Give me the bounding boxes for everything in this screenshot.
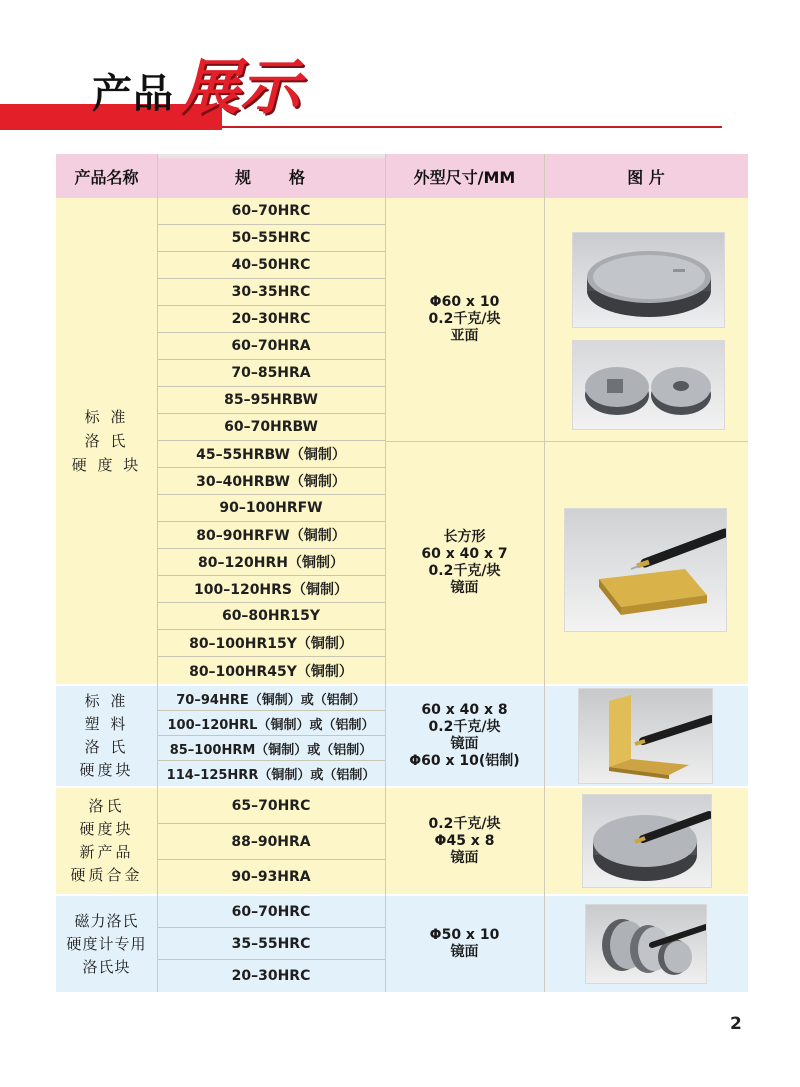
spec-row: 60–80HR15Y xyxy=(157,603,385,630)
dimension-line: 60 x 40 x 7 xyxy=(421,546,508,562)
spec-row: 60–70HRBW xyxy=(157,414,385,441)
header-spec-topbar xyxy=(157,154,385,158)
spec-row: 65–70HRC xyxy=(157,788,385,824)
group4-name-line: 洛氏 xyxy=(88,797,125,815)
two-round-blocks-photo xyxy=(572,340,725,430)
column-divider xyxy=(385,154,386,992)
column-divider xyxy=(157,154,158,992)
header-spec: 规 格 xyxy=(157,154,385,198)
group3-name-line: 硬度块 xyxy=(79,761,134,779)
spec-row: 30–35HRC xyxy=(157,279,385,306)
group3-dimension-cell xyxy=(385,686,544,786)
spec-row: 90–93HRA xyxy=(157,860,385,894)
dimension-line: 镜面 xyxy=(450,580,479,596)
page-number: 2 xyxy=(730,1014,742,1034)
group2-dimension-cell xyxy=(385,441,544,684)
group4-dimension-cell xyxy=(385,788,544,894)
dimension-line: 0.2千克/块 xyxy=(428,815,501,832)
group4-name-line: 新产品 xyxy=(79,843,134,861)
dimension-line: Φ60 x 10 xyxy=(429,294,500,310)
spec-row: 85–100HRM（铜制）或（铝制） xyxy=(157,736,385,761)
dimension-line: Φ60 x 10(铝制) xyxy=(409,753,520,769)
column-divider xyxy=(544,154,545,992)
header-photo: 图 片 xyxy=(544,154,748,198)
spec-row: 114–125HRR（铜制）或（铝制） xyxy=(157,761,385,786)
dimension-line: 60 x 40 x 8 xyxy=(421,702,508,718)
product-table xyxy=(56,154,748,992)
spec-row: 50–55HRC xyxy=(157,225,385,252)
group1-name-line: 标 准 xyxy=(84,408,129,426)
group5-name-line: 洛氏块 xyxy=(82,957,131,976)
spec-row: 70–85HRA xyxy=(157,360,385,387)
spec-row: 70–94HRE（铜制）或（铝制） xyxy=(157,686,385,711)
spec-row: 45–55HRBW（铜制） xyxy=(157,441,385,468)
spec-row: 20–30HRC xyxy=(157,306,385,333)
spec-row: 100–120HRS（铜制） xyxy=(157,576,385,603)
spec-row: 20–30HRC xyxy=(157,960,385,992)
group4-name-cell xyxy=(56,788,157,894)
brass-angle-block-photo xyxy=(578,688,713,784)
spec-row: 35–55HRC xyxy=(157,928,385,960)
spec-row: 60–70HRA xyxy=(157,333,385,360)
dimension-line: 镜面 xyxy=(450,849,479,866)
spec-row: 60–70HRC xyxy=(157,896,385,928)
dimension-line: 0.2千克/块 xyxy=(428,311,501,327)
round-steel-block-photo xyxy=(572,232,725,328)
page-title-part1: 产品 xyxy=(92,71,174,117)
header-product-name: 产品名称 xyxy=(56,154,157,198)
spec-row: 80–90HRFW（铜制） xyxy=(157,522,385,549)
spec-row: 90–100HRFW xyxy=(157,495,385,522)
spec-row: 60–70HRC xyxy=(157,198,385,225)
group3-name-line: 洛 氏 xyxy=(84,738,129,756)
spec-row: 80–120HRH（铜制） xyxy=(157,549,385,576)
group3-name-cell xyxy=(56,686,157,786)
magnetic-blocks-photo xyxy=(585,904,707,984)
group1-dimension-cell xyxy=(385,198,544,441)
spec-row: 85–95HRBW xyxy=(157,387,385,414)
spec-row: 40–50HRC xyxy=(157,252,385,279)
spec-row: 80–100HR15Y（铜制） xyxy=(157,630,385,657)
group5-dimension-cell xyxy=(385,896,544,992)
group5-name-line: 磁力洛氏 xyxy=(74,911,139,930)
dimension-line: Φ50 x 10 xyxy=(429,927,500,943)
group5-name-line: 硬度计专用 xyxy=(66,934,147,953)
group1-name-cell xyxy=(56,198,157,684)
header-red-line xyxy=(222,126,722,128)
carbide-round-block-photo xyxy=(582,794,712,888)
dimension-line: 0.2千克/块 xyxy=(428,563,501,579)
dimension-line: 0.2千克/块 xyxy=(428,719,501,735)
dimension-line: 亚面 xyxy=(450,328,479,344)
group4-name-line: 硬度块 xyxy=(79,820,134,838)
dimension-line: 长方形 xyxy=(443,529,486,545)
group1-name-line: 硬 度 块 xyxy=(71,456,142,474)
group4-name-line: 硬质合金 xyxy=(70,866,143,884)
group3-name-line: 标 准 xyxy=(84,692,129,710)
spec-row: 88–90HRA xyxy=(157,824,385,860)
dimension-line: 镜面 xyxy=(450,736,479,752)
group5-name-cell xyxy=(56,896,157,992)
spec-row: 30–40HRBW（铜制） xyxy=(157,468,385,495)
header-dimension: 外型尺寸/MM xyxy=(385,154,544,198)
group3-name-line: 塑 料 xyxy=(84,715,129,733)
dimension-line: Φ45 x 8 xyxy=(434,832,495,849)
spec-row: 80–100HR45Y（铜制） xyxy=(157,657,385,684)
page-title-part2: 展示 xyxy=(180,53,300,123)
group1-name-line: 洛 氏 xyxy=(84,432,129,450)
brass-rectangle-block-photo xyxy=(564,508,727,632)
dimension-line: 镜面 xyxy=(450,944,479,960)
spec-row: 100–120HRL（铜制）或（铝制） xyxy=(157,711,385,736)
